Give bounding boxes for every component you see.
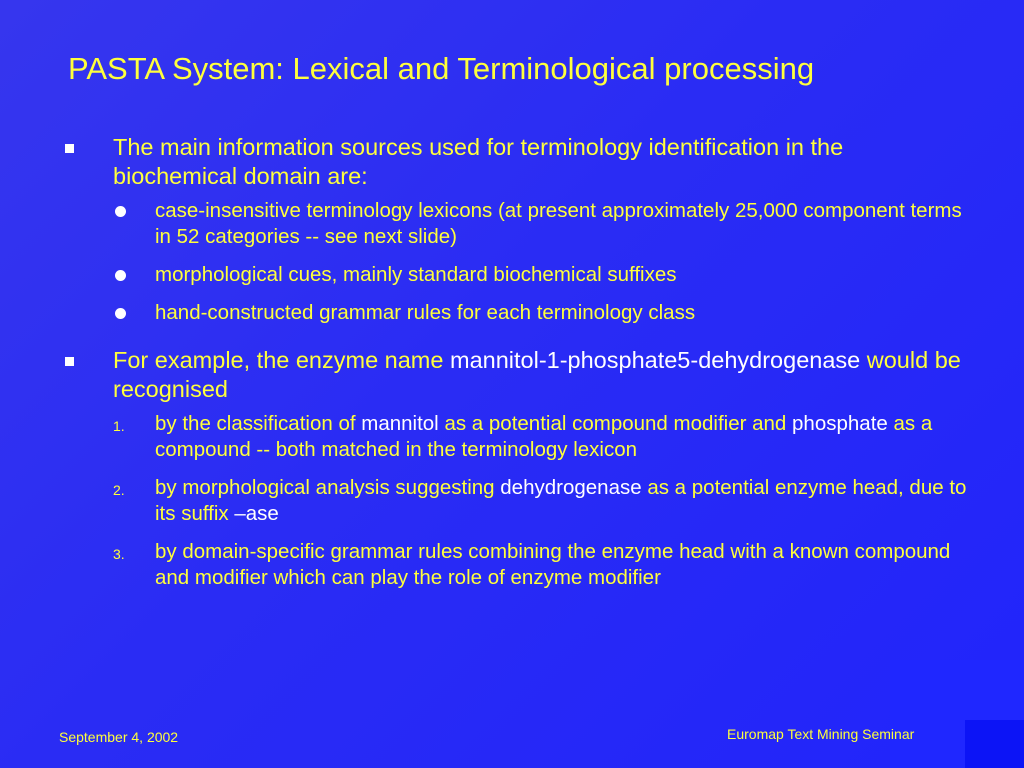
step-2 [113,475,972,527]
corner-decoration-dark [965,720,1024,768]
sub-bullet-morphological-cues [113,262,972,288]
step-1 [113,411,972,463]
step-number: 3. [113,546,125,562]
term-mannitol: mannitol [361,412,439,435]
slide-body [62,133,972,591]
footer-event: Euromap Text Mining Seminar [727,726,915,742]
round-bullet-icon [115,308,126,319]
sub-bullet-text: hand-constructed grammar rules for each terminology class [155,301,696,324]
term-suffix-ase: –ase [234,502,279,525]
term-dehydrogenase: dehydrogenase [500,476,642,499]
sub-bullet-grammar-rules [113,300,972,326]
sub-bullet-lexicons [113,198,972,250]
step-text: as a potential compound modifier and [438,412,793,435]
slide-title: PASTA System: Lexical and Terminological processing [68,51,815,86]
round-bullet-icon [115,270,126,281]
round-bullet-icon [115,206,126,217]
bullet-information-sources [62,133,972,191]
footer-date: September 4, 2002 [59,729,179,745]
bullet-text: The main information sources used for terminology identification in the biochemical domain are: [113,134,844,189]
step-number: 2. [113,482,125,498]
bullet-text: For example, the enzyme name [113,347,450,373]
step-text: as a compound -- both matched in the terminology lexicon [155,412,933,461]
sub-bullet-text: case-insensitive terminology lexicons (at present approximately 25,000 component terms in 52 categories -- see next slide) [155,199,962,248]
enzyme-name: mannitol-1-phosphate5-dehydrogenase [450,347,861,373]
term-phosphate: phosphate [792,412,888,435]
step-text: by morphological analysis suggesting [155,476,501,499]
step-text: by domain-specific grammar rules combining the enzyme head with a known compound and modifier which can play the role of enzyme modifier [155,540,951,589]
step-text: by the classification of [155,412,362,435]
sub-bullet-text: morphological cues, mainly standard biochemical suffixes [155,263,677,286]
square-bullet-icon [65,357,74,366]
bullet-text: would be recognised [113,347,961,402]
step-number: 1. [113,418,125,434]
step-3 [113,539,972,591]
step-text: as a potential enzyme head, due to its suffix [155,476,967,525]
bullet-example [62,346,972,404]
square-bullet-icon [65,144,74,153]
